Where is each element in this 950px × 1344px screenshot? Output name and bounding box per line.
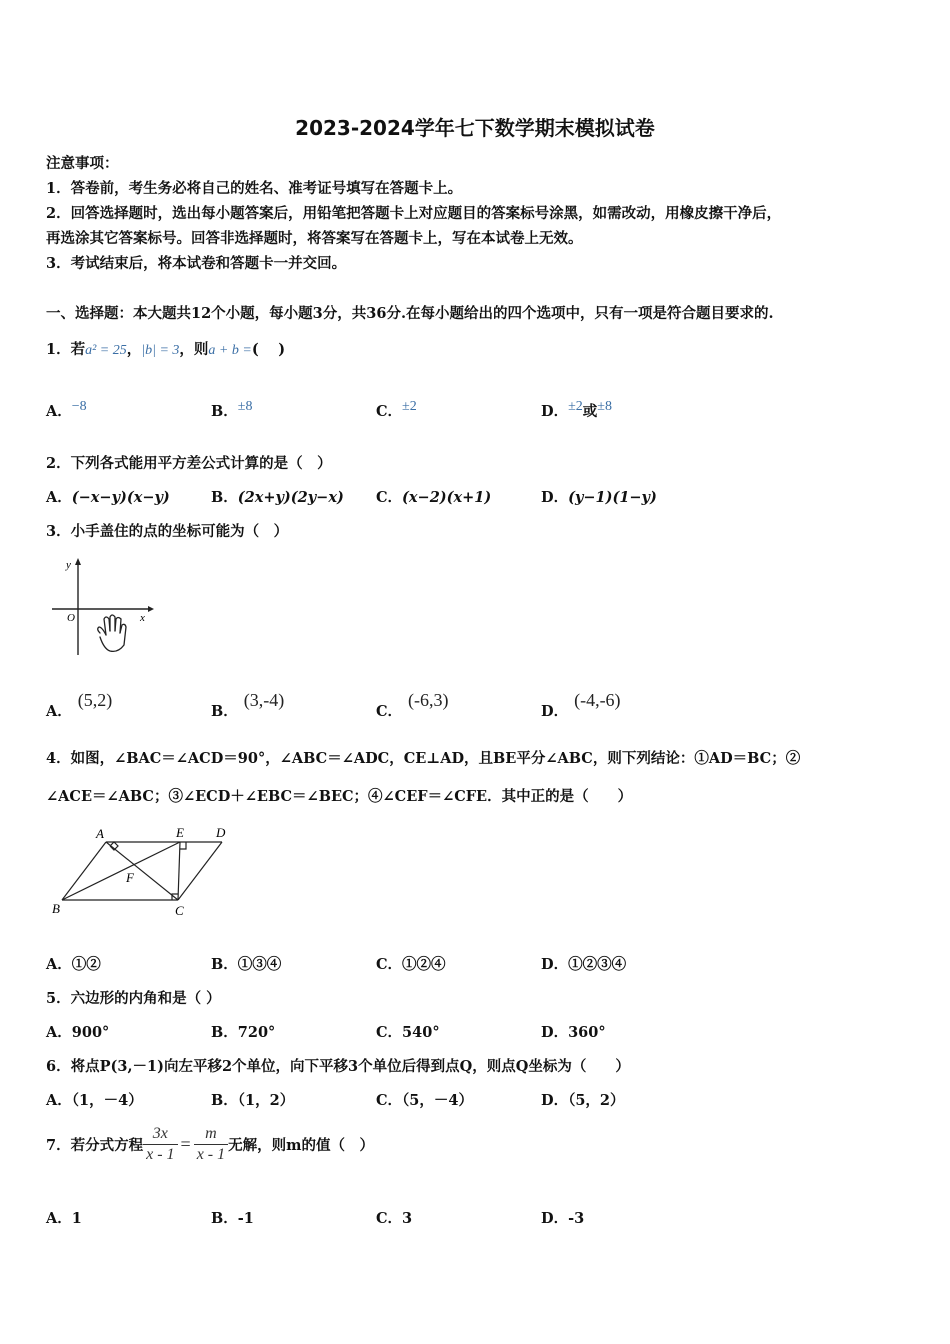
option-value: (−x−y)(x−y) [71,489,170,506]
q1-mid: ，则 [179,341,209,358]
fraction-numerator: m [194,1124,228,1145]
q4-option-c[interactable] [376,953,446,974]
question-6: 6．将点P(3,－1)向左平移2个单位，向下平移3个单位后得到点Q，则点Q坐标为（ ） [46,1058,630,1075]
q5-option-b[interactable] [211,1021,275,1042]
question-1 [46,338,285,359]
q7-option-b[interactable] [211,1207,254,1228]
option-label: B． [211,489,238,506]
option-label: B． [211,956,238,973]
hand-icon [98,615,126,651]
fraction-denominator: x - 1 [146,1146,175,1163]
option-value: 3 [402,1210,413,1227]
option-label: C． [376,1092,403,1109]
option-value: ±2 [568,399,583,414]
segment-ac [106,842,178,900]
q6-option-c[interactable] [376,1089,473,1110]
q1-option-d[interactable] [541,400,612,421]
option-label: B． [211,1092,238,1109]
q4-option-d[interactable] [541,953,626,974]
page-title: 2023-2024学年七下数学期末模拟试卷 [295,116,655,140]
q1-expr2: |b| = 3 [141,343,180,358]
option-or: 或 [582,403,598,420]
q4-geometry-figure [50,822,240,922]
q6-option-d[interactable] [541,1089,625,1110]
fraction-denominator: x - 1 [196,1146,226,1163]
q7-suffix: 无解，则m的值（ ） [228,1137,374,1154]
option-value: -3 [568,1210,585,1227]
notice-item: 再选涂其它答案标号。回答非选择题时，将答案写在答题卡上，写在本试卷上无效。 [46,230,583,247]
option-label: A． [46,1024,72,1041]
notice-item: 3．考试结束后，将本试卷和答题卡一并交回。 [46,255,347,272]
question-3: 3．小手盖住的点的坐标可能为（ ） [46,523,289,540]
q3-option-b[interactable] [211,690,285,721]
q3-option-d[interactable] [541,690,621,721]
option-label: B． [211,403,238,420]
q4-option-b[interactable] [211,953,281,974]
q7-equals: = [180,1134,191,1154]
option-value: 900° [71,1024,110,1041]
q2-option-d[interactable] [541,486,657,507]
option-value: −8 [71,399,87,414]
y-axis-arrow [75,558,81,565]
q3-coordinate-figure [44,555,156,663]
q1-suffix: ( ) [251,341,286,358]
x-axis-arrow [148,606,154,612]
option-value: （1，2） [237,1092,295,1109]
option-label: A． [46,489,72,506]
q2-option-b[interactable] [211,486,344,507]
option-label: A． [46,1210,72,1227]
segment-be [62,842,180,900]
option-label: A． [46,703,72,720]
point-label-c: C [175,903,184,918]
option-label: A． [46,403,72,420]
q6-option-a[interactable] [46,1089,143,1110]
question-7 [46,1124,374,1165]
y-axis-label: y [66,559,71,571]
option-value: （5，2） [568,1092,625,1109]
segment-dc [178,842,222,900]
option-value: (x−2)(x+1) [402,489,492,506]
option-label: B． [211,1024,238,1041]
q2-option-c[interactable] [376,486,491,507]
question-4-line-2: ∠ACE＝∠ABC；③∠ECD＋∠EBC＝∠BEC；④∠CEF＝∠CFE．其中正的是（ ） [46,788,633,805]
option-value: ±2 [402,399,417,414]
q6-option-b[interactable] [211,1089,294,1110]
option-value: ①②③④ [568,956,627,973]
notice-item: 1．答卷前，考生务必将自己的姓名、准考证号填写在答题卡上。 [46,180,463,197]
question-2: 2．下列各式能用平方差公式计算的是（ ） [46,455,332,472]
option-value: ①② [71,956,101,973]
q7-fraction-left [143,1124,177,1165]
q1-expr3: a + b = [208,343,252,358]
section-heading: 一、选择题：本大题共12个小题，每小题3分，共36分.在每小题给出的四个选项中，只有一项是符合题目要求的. [46,305,774,322]
q1-prefix: 1．若 [46,341,86,358]
option-value: -1 [237,1210,254,1227]
option-label: A． [46,1092,72,1109]
option-label: D． [541,489,569,506]
option-label: B． [211,1210,238,1227]
option-label: C． [376,403,403,420]
option-value: (2x+y)(2y−x) [237,489,344,506]
notice-item: 2．回答选择题时，选出每小题答案后，用铅笔把答题卡上对应题目的答案标号涂黑，如需改动，用橡皮擦干净后， [46,205,782,222]
option-label: D． [541,956,569,973]
q1-sep: ， [126,341,142,358]
option-value: （5，－4） [402,1092,473,1109]
q4-option-a[interactable] [46,953,101,974]
q1-option-c[interactable] [376,400,417,421]
option-value: ±8 [597,399,612,414]
q7-prefix: 7．若分式方程 [46,1137,144,1154]
option-label: C． [376,1210,403,1227]
x-axis-label: x [140,612,145,624]
option-value: 1 [71,1210,82,1227]
option-value: 720° [237,1024,276,1041]
option-label: B． [211,703,238,720]
question-5: 5．六边形的内角和是（ ） [46,990,221,1007]
option-label: C． [376,1024,403,1041]
option-label: D． [541,703,569,720]
option-value: 540° [402,1024,440,1041]
q7-option-d[interactable] [541,1207,584,1228]
segment-ec [178,842,180,900]
option-label: D． [541,403,569,420]
option-value: ①②④ [402,956,446,973]
option-label: C． [376,703,403,720]
point-label-b: B [52,901,60,916]
q5-option-d[interactable] [541,1021,606,1042]
question-4-line-1: 4．如图，∠BAC＝∠ACD＝90°，∠ABC＝∠ADC，CE⊥AD，且BE平分∠ABC，则下列结论：①AD＝BC；② [46,750,801,767]
point-label-e: E [176,825,184,840]
option-value: 360° [568,1024,606,1041]
origin-label: O [67,612,75,624]
point-label-f: F [126,870,134,885]
option-value: （1，－4） [71,1092,143,1109]
q7-option-c[interactable] [376,1207,412,1228]
option-value: (5,2) [77,690,113,710]
option-label: A． [46,956,72,973]
option-value: ±8 [237,399,253,414]
option-label: D． [541,1092,569,1109]
q1-option-b[interactable] [211,400,252,421]
right-angle-mark-e [180,842,186,849]
q7-fraction-right [194,1124,228,1165]
option-label: C． [376,489,403,506]
fraction-numerator: 3x [143,1124,177,1145]
q1-expr1: a² = 25 [85,343,127,358]
option-value: (‑6,3) [408,690,449,710]
q1-option-a[interactable] [46,400,87,421]
option-label: D． [541,1024,569,1041]
option-value: ①③④ [237,956,282,973]
q3-option-c[interactable] [376,690,449,721]
option-value: (y−1)(1−y) [568,489,657,506]
point-label-d: D [216,825,226,840]
option-value: (‑4,‑6) [574,690,621,710]
option-label: D． [541,1210,569,1227]
q5-option-c[interactable] [376,1021,440,1042]
q5-option-a[interactable] [46,1021,109,1042]
segment-ba [62,842,106,900]
notice-heading: 注意事项： [46,155,119,172]
q2-option-a[interactable] [46,486,170,507]
option-label: C． [376,956,403,973]
q3-option-a[interactable] [46,690,113,721]
option-value: (3,‑4) [243,690,285,710]
point-label-a: A [96,826,104,841]
q7-option-a[interactable] [46,1207,82,1228]
